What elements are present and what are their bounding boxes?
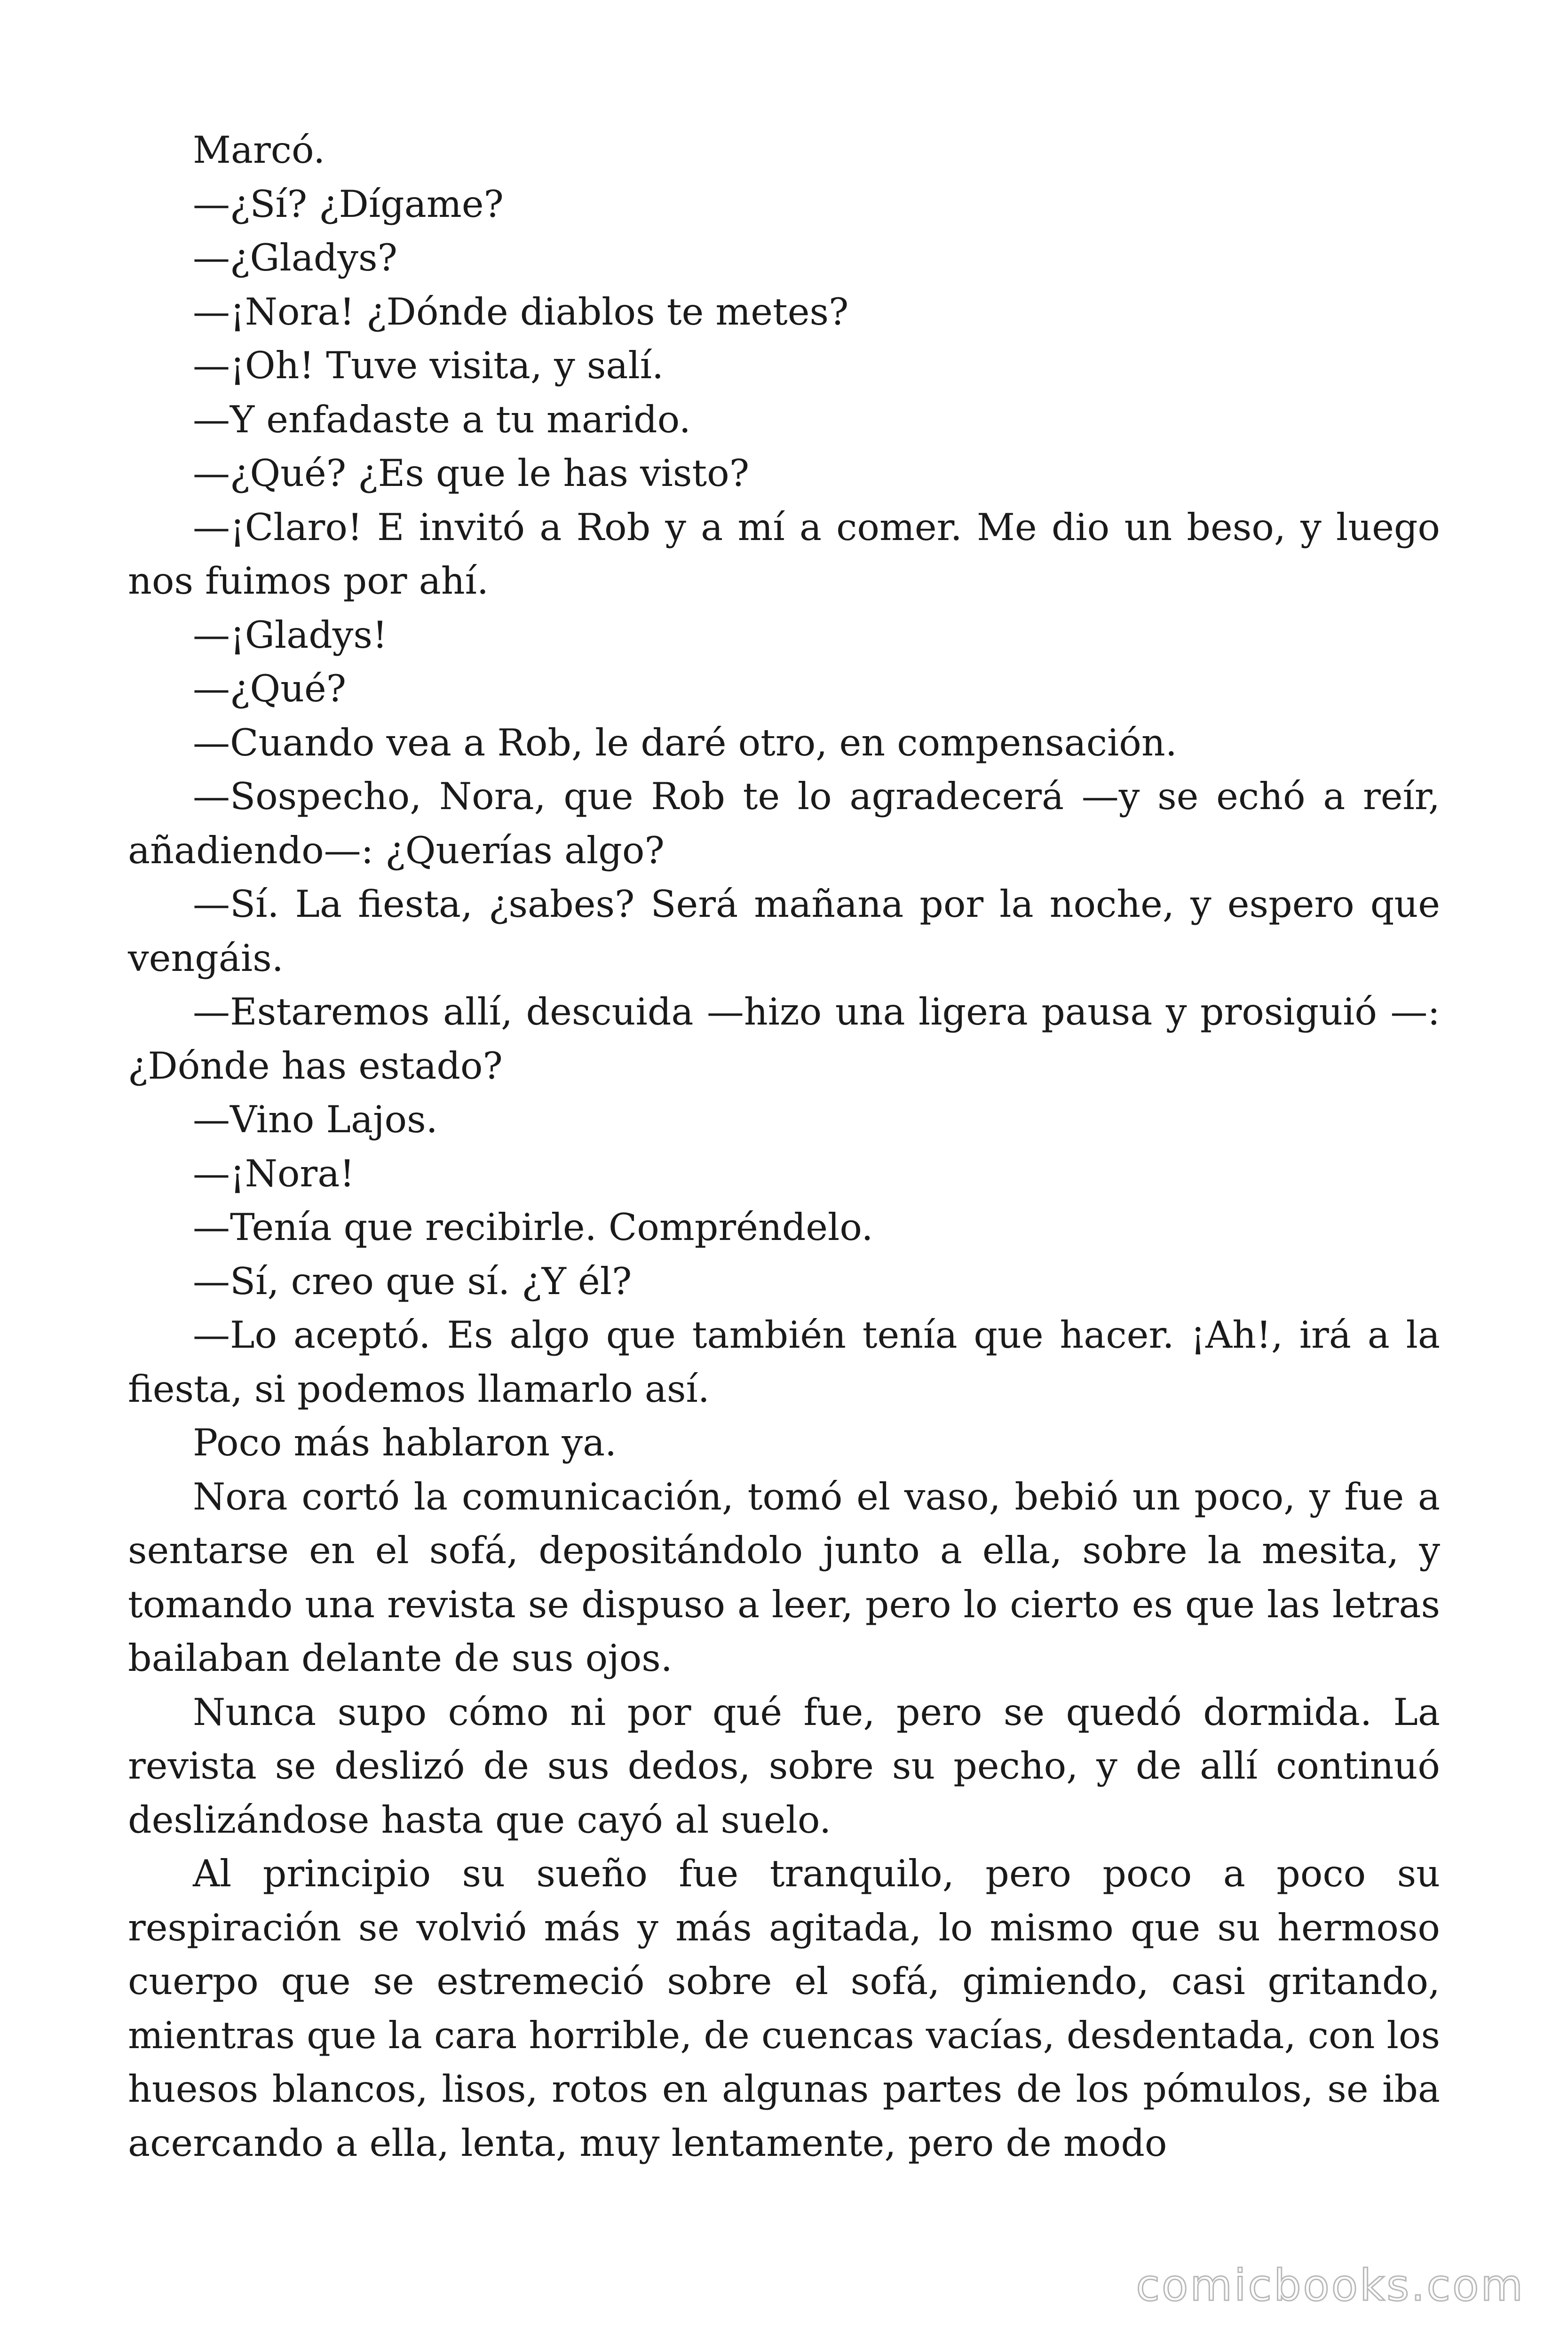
- paragraph: —Lo aceptó. Es algo que también tenía que hacer. ¡Ah!, irá a la fiesta, si podemos llamarlo así.: [128, 1313, 1440, 1411]
- paragraph: —¿Qué?: [193, 667, 347, 710]
- paragraph: —Sospecho, Nora, que Rob te lo agradecerá —y se echó a reír, añadiendo—: ¿Querías algo?: [128, 775, 1440, 872]
- paragraph: —Y enfadaste a tu marido.: [193, 397, 691, 441]
- paragraph: Nunca supo cómo ni por qué fue, pero se quedó dormida. La revista se deslizó de sus dedos, sobre su pecho, y de allí continuó deslizándose hasta que cayó al suelo.: [128, 1690, 1440, 1842]
- paragraph: —Sí. La fiesta, ¿sabes? Será mañana por la noche, y espero que vengáis.: [128, 882, 1440, 980]
- paragraph: —¡Nora! ¿Dónde diablos te metes?: [193, 290, 849, 334]
- paragraph: Nora cortó la comunicación, tomó el vaso, bebió un poco, y fue a sentarse en el sofá, depositándolo junto a ella, sobre la mesita, y tomando una revista se dispuso a leer, pero lo cierto es que las letras bailaban delante de sus ojos.: [128, 1475, 1440, 1680]
- paragraph: —¡Oh! Tuve visita, y salí.: [193, 344, 664, 387]
- body-text: [128, 123, 1440, 2170]
- paragraph: Al principio su sueño fue tranquilo, pero poco a poco su respiración se volvió más y más agitada, lo mismo que su hermoso cuerpo que se estremeció sobre el sofá, gimiendo, casi gritando, mientras que la cara horrible, de cuencas vacías, desdentada, con los huesos blancos, lisos, rotos en algunas partes de los pómulos, se iba acercando a ella, lenta, muy lentamente, pero de modo: [128, 1852, 1440, 2165]
- paragraph: —Estaremos allí, descuida —hizo una ligera pausa y prosiguió —: ¿Dónde has estado?: [128, 990, 1440, 1088]
- paragraph: Poco más hablaron ya.: [193, 1421, 617, 1464]
- paragraph: Marcó.: [193, 128, 325, 172]
- paragraph: —Cuando vea a Rob, le daré otro, en compensación.: [193, 721, 1177, 764]
- paragraph: —¡Gladys!: [193, 613, 388, 657]
- paragraph: —Tenía que recibirle. Compréndelo.: [193, 1206, 873, 1249]
- paragraph: —¿Qué? ¿Es que le has visto?: [193, 452, 750, 495]
- paragraph: —Vino Lajos.: [193, 1098, 438, 1141]
- paragraph: —¿Gladys?: [193, 236, 397, 279]
- watermark: comicbooks.com: [1136, 2260, 1525, 2311]
- paragraph: —¡Nora!: [193, 1152, 355, 1195]
- paragraph: —¿Sí? ¿Dígame?: [193, 182, 504, 226]
- paragraph: —Sí, creo que sí. ¿Y él?: [193, 1259, 632, 1303]
- paragraph: —¡Claro! E invitó a Rob y a mí a comer. Me dio un beso, y luego nos fuimos por ahí.: [128, 505, 1440, 603]
